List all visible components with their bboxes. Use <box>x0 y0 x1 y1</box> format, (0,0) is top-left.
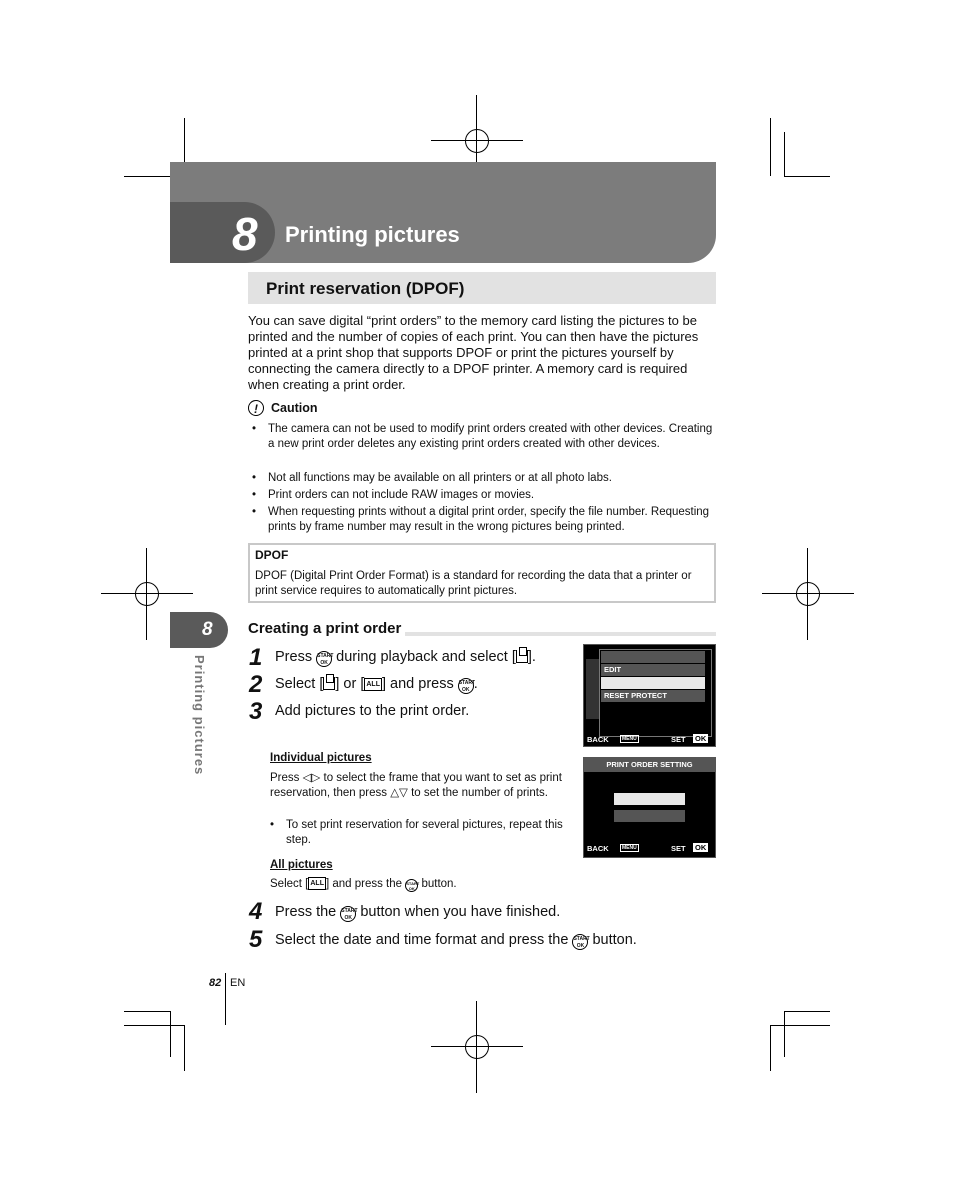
ok-label-icon: OK <box>695 734 707 743</box>
all-print-icon: ALL <box>308 877 326 890</box>
step-number: 1 <box>249 644 263 671</box>
crop-mark <box>784 1011 785 1057</box>
caution-item: • The camera can not be used to modify print orders created with other devices. Creating a new print order deletes any existing print orders created with other devices. <box>252 422 718 452</box>
menu-tab-strip <box>586 659 600 719</box>
print-all-option <box>614 810 685 822</box>
ok-button-icon: START OK <box>406 881 420 891</box>
ok-button-icon: START OK <box>317 653 334 666</box>
crop-mark <box>770 1025 771 1071</box>
step-2-text: Select [ ] or [ ALL ] and press START OK . <box>275 676 478 693</box>
registration-mark <box>762 548 854 640</box>
registration-mark <box>431 1001 523 1093</box>
crop-mark <box>170 1011 171 1057</box>
caution-item: • Not all functions may be available on all printers or at all photo labs. <box>252 471 718 486</box>
crop-mark <box>770 1025 830 1026</box>
dpof-box-title: DPOF <box>255 548 289 562</box>
ok-label-icon: OK <box>695 843 707 852</box>
chapter-number-tab <box>170 202 275 263</box>
step-1-text: Press START OK during playback and select [ ]. <box>275 649 536 666</box>
page-number: 82 <box>209 977 222 989</box>
menu-item-print-order <box>601 677 705 689</box>
print-single-option <box>614 793 685 805</box>
screen-back-label: BACK <box>587 844 609 853</box>
caution-icon: ! <box>248 400 264 416</box>
intro-paragraph: You can save digital “print orders” to the memory card listing the pictures to be printed and the number of copies of each print. You can then have the pictures printed at a print shop that supports DPOF or print the pictures yourself by connecting the camera directly to a DPOF printer. A memory card is required when creating a print order. <box>248 313 699 392</box>
step-4-text: Press the START OK button when you have finished. <box>275 904 561 921</box>
subsection-title: Creating a print order <box>248 620 405 637</box>
menu-item-edit: EDIT <box>601 664 705 676</box>
crop-mark <box>784 1011 830 1012</box>
crop-mark <box>124 1011 170 1012</box>
menu-button-icon: MENU <box>622 845 637 851</box>
menu-item-reset-protect: RESET PROTECT <box>601 690 705 702</box>
individual-pictures-bullet: • To set print reservation for several pictures, repeat this step. <box>270 818 566 848</box>
crop-mark <box>784 176 830 177</box>
print-icon <box>323 677 335 690</box>
all-print-icon: ALL <box>364 678 382 691</box>
up-down-arrow-icon: △▽ <box>390 787 408 799</box>
caution-title: Caution <box>271 401 318 415</box>
side-chapter-label: Printing pictures <box>192 655 207 776</box>
step-number: 3 <box>249 698 263 725</box>
menu-item-playback <box>601 651 705 663</box>
crop-mark <box>124 1025 184 1026</box>
ok-button-icon: START OK <box>458 680 476 693</box>
step-number: 4 <box>249 898 263 925</box>
caution-item: • Print orders can not include RAW images or movies. <box>252 488 718 503</box>
chapter-number: 8 <box>232 208 258 260</box>
screen-set-label: SET <box>671 844 686 853</box>
crop-mark <box>770 118 771 176</box>
caution-item: • When requesting prints without a digital print order, specify the file number. Requesting prints by frame number may result in the wrong pictures being printed. <box>252 505 724 535</box>
step-3-text: Add pictures to the print order. <box>275 703 470 719</box>
section-title: Print reservation (DPOF) <box>266 279 465 298</box>
individual-pictures-title: Individual pictures <box>270 752 372 764</box>
ok-button-icon: START OK <box>341 908 358 921</box>
step-5-text: Select the date and time format and press the START OK button. <box>275 932 637 949</box>
crop-mark <box>184 1025 185 1071</box>
side-chapter-number: 8 <box>202 619 213 640</box>
individual-pictures-text: Press ◁▷ to select the frame that you want to set as print reservation, then press △▽ to set the number of prints. <box>270 772 562 799</box>
all-pictures-title: All pictures <box>270 859 333 871</box>
menu-button-icon: MENU <box>622 736 637 742</box>
screen-set-label: SET <box>671 735 686 744</box>
dpof-box-text: DPOF (Digital Print Order Format) is a standard for recording the data that a printer or print service requires to automatically print pictures. <box>255 570 692 597</box>
print-order-screen <box>583 757 716 858</box>
ok-button-icon: START OK <box>573 936 590 949</box>
all-pictures-text: Select [ ALL ] and press the START OK button. <box>270 878 457 891</box>
step-number: 5 <box>249 926 263 953</box>
step-number: 2 <box>249 671 263 698</box>
print-order-title: PRINT ORDER SETTING <box>584 758 715 772</box>
crop-mark <box>225 973 226 1025</box>
crop-mark <box>784 132 785 176</box>
side-chapter-tab <box>170 612 228 648</box>
screen-back-label: BACK <box>587 735 609 744</box>
print-icon <box>516 650 528 663</box>
camera-menu-screen <box>583 644 716 747</box>
left-right-arrow-icon: ◁▷ <box>302 772 321 784</box>
chapter-title: Printing pictures <box>285 222 460 247</box>
page-language: EN <box>230 977 246 989</box>
